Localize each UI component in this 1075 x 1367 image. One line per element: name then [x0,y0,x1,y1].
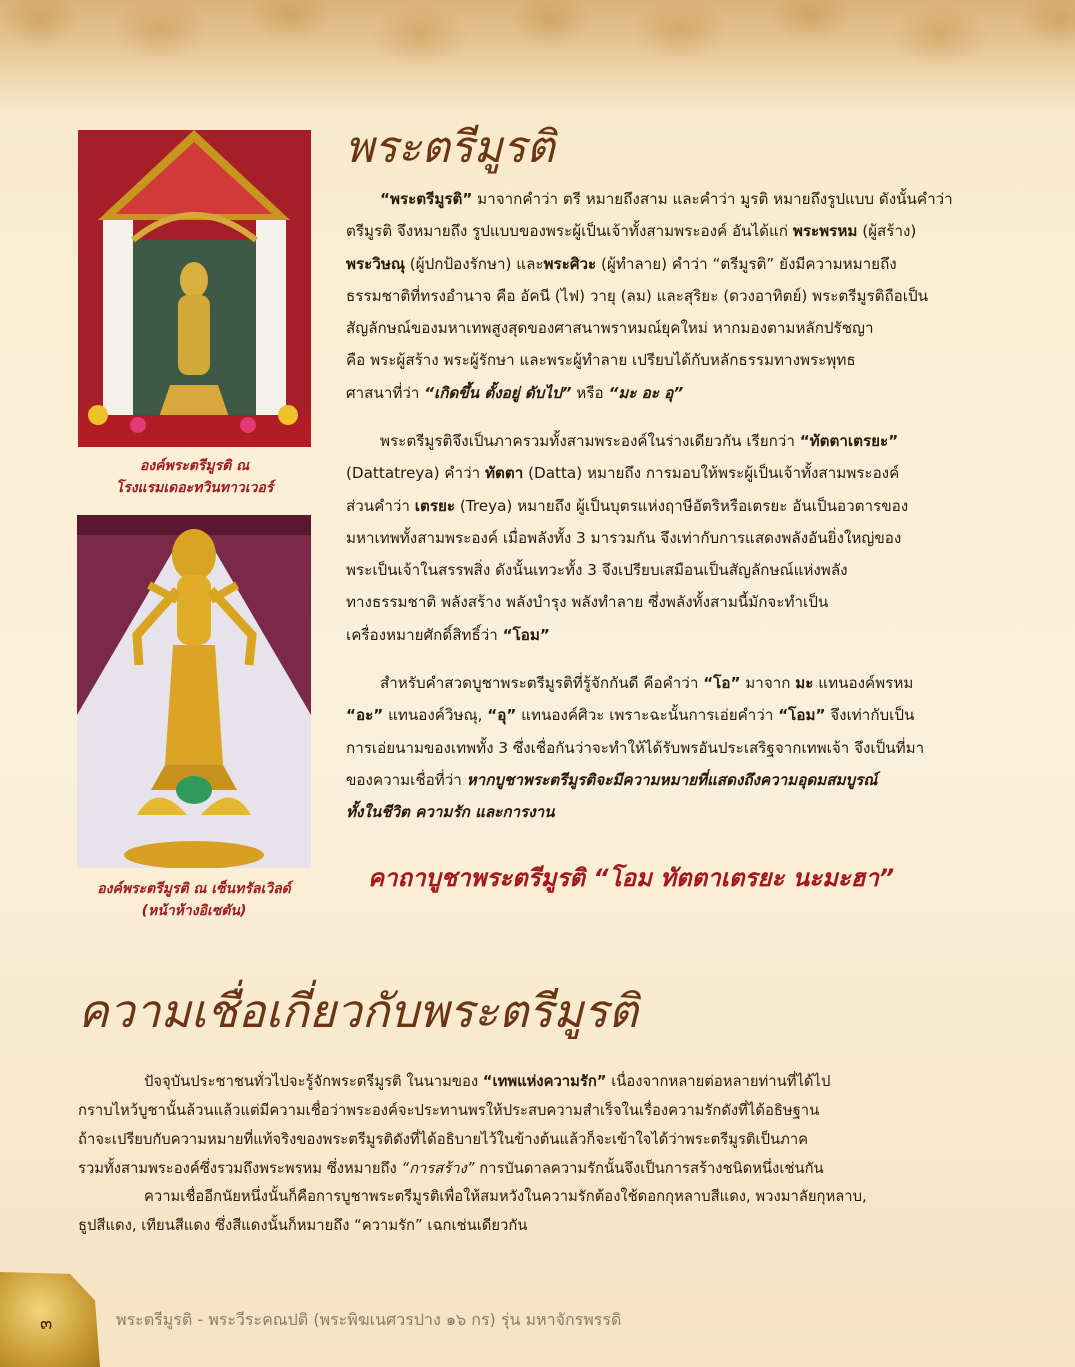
page-number: ๓ [40,1313,53,1334]
text-segment: คือ พระผู้สร้าง พระผู้รักษา และพระผู้ทำลาย เปรียบได้กับหลักธรรมทางพระพุทธ [346,351,856,370]
text-segment: “อะ” [346,706,384,725]
text-line [346,554,998,586]
text-segment: ทางธรรมชาติ พลังสร้าง พลังบำรุง พลังทำลาย ซึ่งพลังทั้งสามนี้มักจะทำเป็น [346,593,829,612]
text-segment: (Datta) หมายถึง การมอบให้พระผู้เป็นเจ้าทั้งสามพระองค์ [523,464,900,483]
text-segment: พระตรีมูรติจึงเป็นภาครวมทั้งสามพระองค์ในร่างเดียวกัน เรียกว่า [380,432,800,450]
text-segment: พระวิษณุ [346,254,405,273]
text-line [346,732,998,764]
text-line [346,699,998,731]
section2-title: ความเชื่อเกี่ยวกับพระตรีมูรติ [78,984,638,1038]
text-segment: ศาสนาที่ว่า [346,383,425,402]
photo2-caption-line2: (หน้าห้างอิเซตัน) [141,903,247,919]
text-segment: ความเชื่ออีกนัยหนึ่งนั้นก็คือการบูชาพระตรีมูรติเพื่อให้สมหวังในความรักต้องใช้ดอกกุหลาบสีแดง, พวงมาลัยกุหลาบ, [144,1188,867,1205]
text-segment: ทั้งในชีวิต ความรัก และการงาน [346,803,555,822]
paragraph-4 [78,1067,998,1183]
text-segment: (ผู้ทำลาย) คำว่า “ตรีมูรติ” ยังมีความหมายถึง [596,254,897,273]
text-line [346,280,998,312]
shrine-photo-twin-towers [78,130,311,447]
text-segment: “เกิดขึ้น ตั้งอยู่ ดับไป” [424,383,572,402]
text-segment: พระเป็นเจ้าในสรรพสิ่ง ดังนั้นเทวะทั้ง 3 จึงเปรียบเสมือนเป็นสัญลักษณ์แห่งพลัง [346,561,848,580]
text-line [78,1211,998,1240]
photo2-caption-line1: องค์พระตรีมูรติ ณ เซ็นทรัลเวิลด์ [97,881,291,897]
section1-title: พระตรีมูรติ [345,122,555,173]
text-segment: หรือ [571,383,609,402]
text-segment: “มะ อะ อุ” [608,383,684,402]
text-line [346,215,998,247]
text-segment: “การสร้าง” [401,1160,475,1177]
text-segment: “โอม” [502,625,550,644]
text-segment: มะ [795,674,814,692]
text-segment: (Treya) หมายถึง ผู้เป็นบุตรแห่งฤาษีอัตริหรือเตรยะ อันเป็นอวตารของ [455,496,909,515]
text-segment: แทนองค์วิษณุ, [383,706,488,725]
text-line [346,764,998,796]
text-line [78,1182,998,1211]
text-segment: แทนองค์พรหม [813,674,914,692]
paragraph-3 [346,667,998,828]
statue-illustration-2 [77,515,311,868]
text-segment: ตรีมูรติ จึงหมายถึง รูปแบบของพระผู้เป็นเจ้าทั้งสามพระองค์ อันได้แก่ [346,222,793,241]
text-line [78,1125,998,1154]
text-segment: พระศิวะ [543,254,597,273]
text-segment: เตรยะ [414,496,456,515]
text-segment: ทัตตา [484,464,524,483]
text-line [78,1096,998,1125]
text-line [346,344,998,376]
text-segment: “ทัตตาเตรยะ” [799,432,899,450]
text-segment: การเอ่ยนามของเทพทั้ง 3 ซึ่งเชื่อกันว่าจะทำให้ได้รับพรอันประเสริฐจากเทพเจ้า จึงเป็นที่มา [346,738,925,757]
text-segment: มาจากคำว่า ตรี หมายถึงสาม และคำว่า มูรติ หมายถึงรูปแบบ ดังนั้นคำว่า [472,190,953,208]
paragraph-2 [346,425,998,651]
text-segment: (ผู้ปกป้องรักษา) และ [404,254,544,273]
text-line [346,619,998,651]
photo1-caption [78,455,311,499]
text-line [346,248,998,280]
text-segment: แทนองค์ศิวะ เพราะฉะนั้นการเอ่ยคำว่า [516,706,779,725]
text-segment: ปัจจุบันประชาชนทั่วไปจะรู้จักพระตรีมูรติ ในนามของ [144,1073,483,1090]
text-segment: เครื่องหมายศักดิ์สิทธิ์ว่า [346,625,503,644]
statue-photo-centralworld [77,515,311,868]
paragraph-1 [346,183,998,409]
text-segment: ธรรมชาติที่ทรงอำนาจ คือ อัคนี (ไฟ) วายุ (ลม) และสุริยะ (ดวงอาทิตย์) พระตรีมูรติถือเป็น [346,286,929,305]
text-segment: (Dattatreya) คำว่า [346,464,485,483]
text-segment: รวมทั้งสามพระองค์ซึ่งรวมถึงพระพรหม ซึ่งหมายถึง [78,1160,402,1177]
text-segment: ธูปสีแดง, เทียนสีแดง ซึ่งสีแดงนั้นก็หมายถึง “ความรัก” เฉกเช่นเดียวกัน [78,1217,528,1234]
text-line [346,183,998,215]
text-segment: “โอม” [778,706,826,725]
text-line [346,796,998,828]
decorative-header-band [0,0,1075,110]
text-segment: สำหรับคำสวดบูชาพระตรีมูรติที่รู้จักกันดี คือคำว่า [380,674,704,692]
text-line [346,667,998,699]
text-segment: ถ้าจะเปรียบกับความหมายที่แท้จริงของพระตรีมูรติดังที่ได้อธิบายไว้ในข้างต้นแล้วก็จะเข้าใจได้ว่าพระตรีมูรติเป็นภาค [78,1131,809,1148]
text-segment: “โอ” [703,674,741,692]
text-segment: หากบูชาพระตรีมูรติจะมีความหมายที่แสดงถึงความอุดมสมบูรณ์ [466,770,878,789]
text-segment: สัญลักษณ์ของมหาเทพสูงสุดของศาสนาพราหมณ์ยุคใหม่ หากมองตามหลักปรัชญา [346,319,874,338]
text-line [346,490,998,522]
text-segment: ของความเชื่อที่ว่า [346,770,467,789]
paragraph-5 [78,1182,998,1240]
text-line [78,1154,998,1183]
text-segment: ส่วนคำว่า [346,496,415,515]
text-line [346,586,998,618]
mantra-text: คาถาบูชาพระตรีมูรติ “โอม ทัตตาเตรยะ นะมะฮา” [368,864,895,892]
text-line [346,377,998,409]
text-segment: “พระตรีมูรติ” [380,190,473,208]
text-segment: จึงเท่ากับเป็น [825,706,915,725]
text-line [346,425,998,457]
photo1-caption-line2: โรงแรมเดอะทวินทาวเวอร์ [115,480,274,496]
footer-text: พระตรีมูรติ - พระวีระคณปติ (พระพิฆเนศวรปาง ๑๖ กร) รุ่น มหาจักรพรรดิ [116,1310,622,1329]
text-line [346,312,998,344]
text-line [346,522,998,554]
photo1-caption-line1: องค์พระตรีมูรติ ณ [139,458,250,474]
shrine-illustration-1 [78,130,311,447]
photo2-caption [60,878,328,922]
text-segment: เนื่องจากหลายต่อหลายท่านที่ได้ไป [606,1073,831,1090]
text-line [346,457,998,489]
text-segment: มหาเทพทั้งสามพระองค์ เมื่อพลังทั้ง 3 มารวมกัน จึงเท่ากับการแสดงพลังอันยิ่งใหญ่ของ [346,528,902,547]
text-segment: “เทพแห่งความรัก” [482,1073,607,1090]
text-segment: “อุ” [487,706,517,725]
text-segment: กราบไหว้บูชานั้นล้วนแล้วแต่มีความเชื่อว่าพระองค์จะประทานพรให้ประสบความสำเร็จในเรื่องความรักดังที่ได้อธิษฐาน [78,1102,820,1119]
text-line [78,1067,998,1096]
text-segment: พระพรหม [792,222,858,241]
text-segment: การบันดาลความรักนั้นจึงเป็นการสร้างชนิดหนึ่งเช่นกัน [474,1160,824,1177]
text-segment: มาจาก [740,674,796,692]
text-segment: (ผู้สร้าง) [857,222,917,241]
